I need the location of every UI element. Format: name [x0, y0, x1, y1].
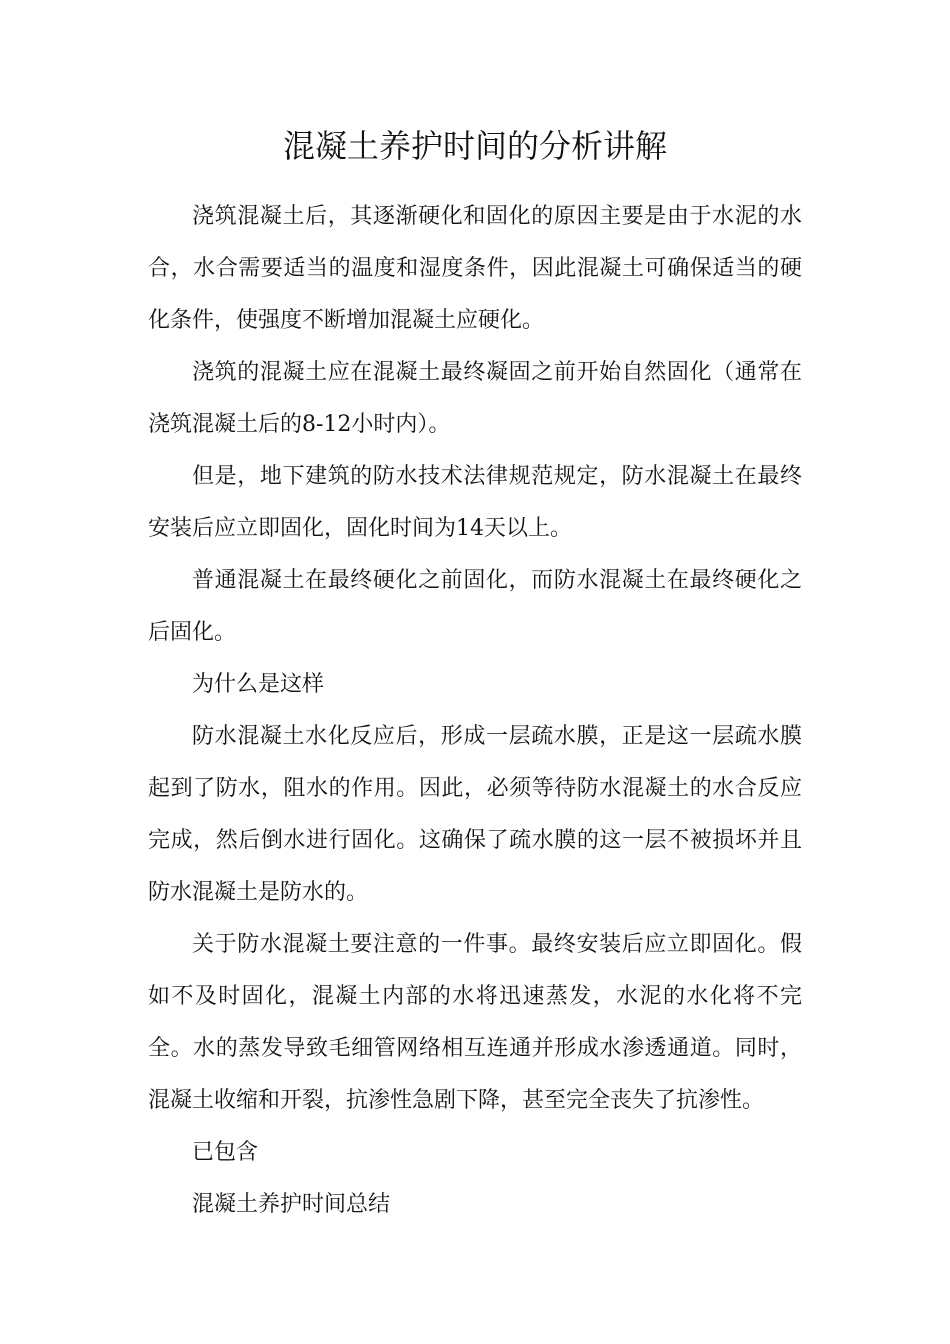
paragraph-6: 防水混凝土水化反应后，形成一层疏水膜，正是这一层疏水膜起到了防水，阻水的作用。因此，必须等待防水混凝土的水合反应完成，然后倒水进行固化。这确保了疏水膜的这一层不被损坏并且防水混凝土是防水的。 — [148, 724, 802, 905]
document-body — [148, 191, 802, 1231]
paragraph-7: 关于防水混凝土要注意的一件事。最终安装后应立即固化。假如不及时固化，混凝土内部的水将迅速蒸发，水泥的水化将不完全。水的蒸发导致毛细管网络相互连通并形成水渗透通道。同时，混凝土收缩和开裂，抗渗性急剧下降，甚至完全丧失了抗渗性。 — [148, 932, 802, 1113]
paragraph-9: 混凝土养护时间总结 — [192, 1192, 391, 1217]
paragraph-2: 浇筑的混凝土应在混凝土最终凝固之前开始自然固化（通常在浇筑混凝土后的8-12小时内）。 — [148, 360, 802, 437]
paragraph-8: 已包含 — [192, 1140, 259, 1165]
paragraph-5: 为什么是这样 — [192, 672, 325, 697]
paragraph-3: 但是，地下建筑的防水技术法律规范规定，防水混凝土在最终安装后应立即固化，固化时间为14天以上。 — [148, 464, 802, 541]
paragraph-1: 浇筑混凝土后，其逐渐硬化和固化的原因主要是由于水泥的水合，水合需要适当的温度和湿度条件，因此混凝土可确保适当的硬化条件，使强度不断增加混凝土应硬化。 — [148, 204, 802, 333]
document-title: 混凝土养护时间的分析讲解 — [282, 127, 667, 165]
paragraph-4: 普通混凝土在最终硬化之前固化，而防水混凝土在最终硬化之后固化。 — [148, 568, 802, 645]
